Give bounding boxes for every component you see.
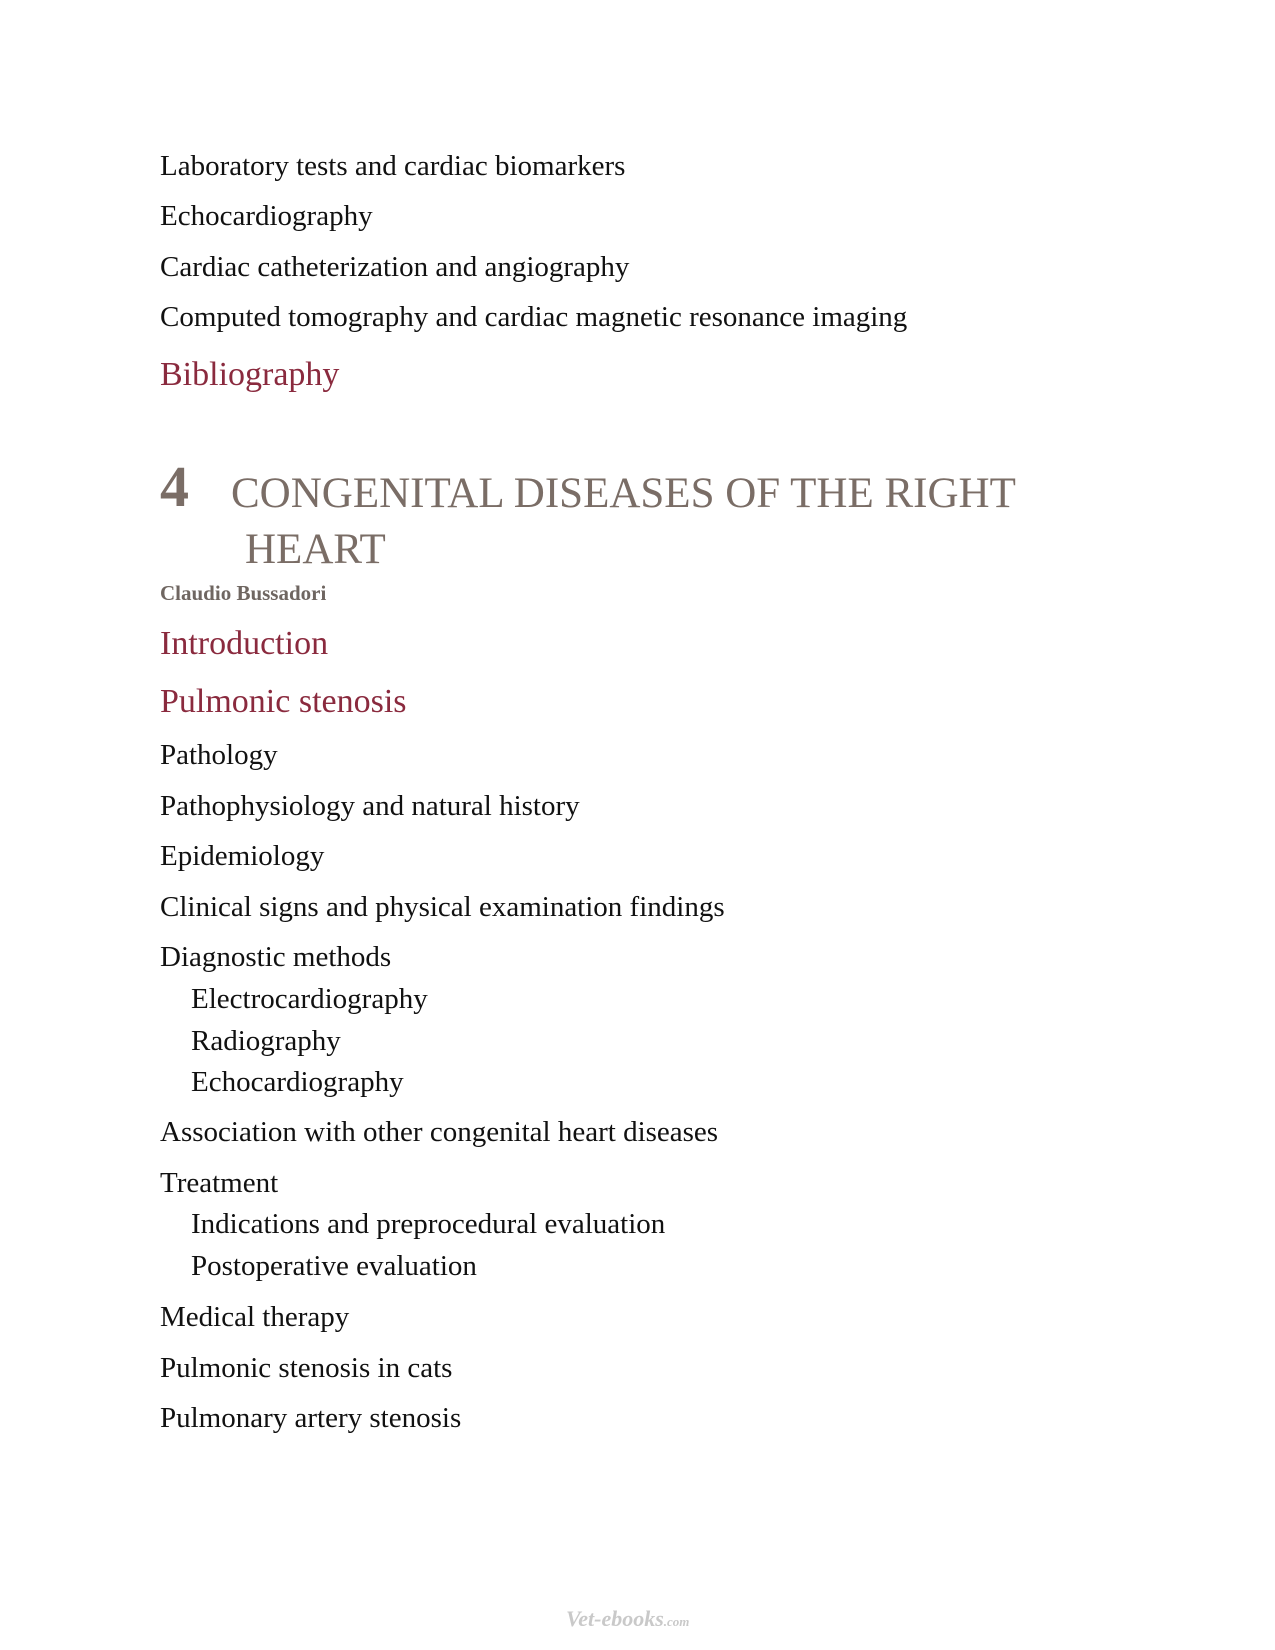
toc-entry-pathology[interactable]: Pathology (160, 739, 278, 771)
chapter-title-line2[interactable]: HEART (245, 526, 386, 573)
watermark (566, 1606, 689, 1635)
toc-entry-laboratory-tests[interactable]: Laboratory tests and cardiac biomarkers (160, 150, 626, 182)
chapter-author: Claudio Bussadori (160, 581, 327, 605)
watermark-suffix: .com (663, 1614, 690, 1629)
watermark-main: Vet-ebooks (566, 1606, 664, 1631)
toc-subentry-echocardiography[interactable]: Echocardiography (191, 1066, 404, 1098)
toc-subentry-electrocardiography[interactable]: Electrocardiography (191, 983, 428, 1015)
toc-entry-echocardiography[interactable]: Echocardiography (160, 200, 373, 232)
toc-entry-treatment[interactable]: Treatment (160, 1167, 279, 1199)
toc-subentry-postoperative[interactable]: Postoperative evaluation (191, 1250, 477, 1282)
toc-entry-pulmonic-stenosis-cats[interactable]: Pulmonic stenosis in cats (160, 1352, 453, 1384)
toc-entry-association[interactable]: Association with other congenital heart diseases (160, 1116, 719, 1148)
toc-heading-pulmonic-stenosis[interactable]: Pulmonic stenosis (160, 683, 407, 720)
toc-entry-diagnostic-methods[interactable]: Diagnostic methods (160, 941, 392, 973)
chapter-title-line1[interactable]: CONGENITAL DISEASES OF THE RIGHT (231, 470, 1016, 517)
toc-entry-epidemiology[interactable]: Epidemiology (160, 840, 325, 872)
toc-entry-clinical-signs[interactable]: Clinical signs and physical examination findings (160, 891, 725, 923)
toc-entry-cardiac-catheterization[interactable]: Cardiac catheterization and angiography (160, 251, 630, 283)
toc-entry-medical-therapy[interactable]: Medical therapy (160, 1301, 350, 1333)
toc-subentry-indications[interactable]: Indications and preprocedural evaluation (191, 1208, 666, 1240)
toc-subentry-radiography[interactable]: Radiography (191, 1025, 341, 1057)
toc-heading-introduction[interactable]: Introduction (160, 625, 329, 662)
toc-entry-pulmonary-artery-stenosis[interactable]: Pulmonary artery stenosis (160, 1402, 462, 1434)
chapter-number: 4 (160, 454, 189, 519)
toc-entry-pathophysiology[interactable]: Pathophysiology and natural history (160, 790, 580, 822)
toc-entry-computed-tomography[interactable]: Computed tomography and cardiac magnetic resonance imaging (160, 301, 908, 333)
toc-heading-bibliography[interactable]: Bibliography (160, 356, 340, 393)
